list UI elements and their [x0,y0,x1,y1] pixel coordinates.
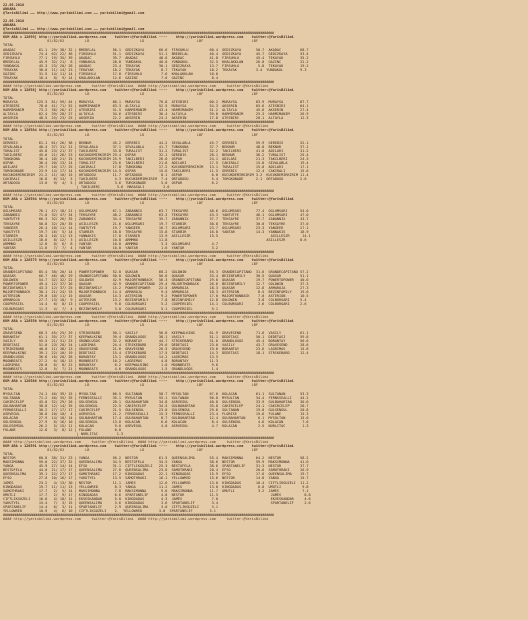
table-row: YAKUTYTE 19.7 16/ 5/ 14 | STARBIR 18.8 TEKSAYRE 15.8 STARBIR 16.8 YANTAR 14.3 YANNAKIS 18.9 [3,229,309,234]
table-row: GULSENGUL 27.9 6/ 16/ 10 | GULSENGUL 13.0 KOLACAN 6.6 KOLACAN 8.4 GULSENGUL 4.6 KOLACAN 7.6 [3,419,309,424]
table-row: MOONBEATS 12.0 5/ 7/ 21 | MOONBEATS 4.6 GRANDLUGOS 1.5 GRANDLUGOS 1.4 [3,367,218,372]
table-row: OGLUMSARI 76.1 47/ 18/ 21 | OGLUMSARI 67.1 ZABANNIX 63.7 TEKSAYRE 48.6 OGLUMSARI 77.4 OGLUMSARI 54.0 [3,209,309,214]
table-row: KEEPWALKING 39.1 22/ 10/ 19 | DEDETASI 15.4 STRIKEBARD 17.5 DEDETASI 14.3 DEDETASI 18.1 STRIKEBARD 12.4 [3,351,309,356]
table-row: GULESEMGUL 26.2 5/ 15/ 11 | KOLACAN 9.0 ASRVEGUL 4.0 ASRVEGUL 4.7 KOLACAN 2.5 NURLITAC 1.3 [3,423,309,428]
table-row: YELLOWRED 10.9 4/ 6/ 10 | CIFTLIKGUZELI 2. YELLOWRED 3.0 SPARTANELIF 3.1 [3,508,216,513]
table-row: TUNGKONA 36.4 18/ 21/ 15 | KUCUKDEMIRKIRIM 25.9 TAKILBERI 26.0 OSPAR 24.1 ADILARI 21.3 TAKILBERI 24.3 [3,156,309,161]
table-row: TURGKONADE 23.9 14/ 17/ 14 | KUCUKDEMIRKIRIM 14.5 OSPAR 15.6 TAKILBERI 11.5 GEREBIS 12.4 CAKIRALI 15.6 [3,168,309,173]
race-report-document [3,3,525,521]
table-row: QUEENSALIMA 39.1 22/ 27/ 17 | SAMOTHRAKI 17.2 KINGDADAS 22.1 KINGDADAS 15.9 EFSO 17.6 QUEENSALIMA 19.7 [3,472,309,477]
table-row: QUASAR 66.7 46/ 40/ 29 | GRANDECAPITANO 50.0 GOLDWIN 56.6 QUASAR 33.4 BEZINFAMILY 30.5 QUASAR 51.1 [3,274,309,279]
table-row: CAKIRALI 16.8 6/ 13/ 5 | TAKILBERI 4.3 KUCUKDEMIRKIRIM 7.4 ORTADOGU 5.4 TURGKONADE 2.1 ORTADOGU 2.6 [3,177,307,182]
url-line: #### http://yarisbilimi.wordpress.com twitter:@YarisBilimi #### http://yarisbilimi.wordpress.com twitter:@YarisBilimi [3,314,269,319]
table-row: TEKSAYRE 50.8 32/ 20/ 35 | ASILLESZR 21.6 OGLUMSARI 19.7 STARBIR 30.8 TEKSAYRE 30.0 TEKSAYRE 37.0 [3,221,309,226]
table-row: ATESBIRI 78.0 41/ 71/ 52 | HARMIMANIM 63.3 ALTAYLA 52.5 MURAYSA 54.3 AKSERIN 65.6 ATESBIRI 64.1 [3,104,309,109]
table-row: ASILLESZR 18.6 8/ 12/ 3 | ASILLESZR 10.8 ARMMNO 11.8 ASILLESZR 8.6 [3,237,307,242]
table-row: DEDETASI 51.0 23/ 28/ 24 | LAGRIMAS 24.4 STRIKEBARD 29.6 DEDETASI 23.0 VASILY 43.7 GRAVESEND 28.6 [3,342,309,347]
table-row: FULANE 12.8 3/ 8/ 12 | FULANE 6.0 [3,427,122,432]
table-row: STRIKEBARD 40.0 11/ 38/ 13 | GRAVESEND 21.0 GRAVESEND 26.5 GRAVESEND 19.6 BORANTAY 23.6 LAGRIMAS 15.8 [3,346,309,351]
table-row: GAZINC 31.5 14/ 11/ 14 | FIRSUHLU 17.0 FIRSUHLU 7.6 KHALAKKLAN 10.6 [3,71,218,76]
table-row: FIRSUHLU 77.1 19/ 35/ 39 | AKADAC 39.7 AKADAC 48.6 AKADAC 41.8 FIRSUHLU 45.4 TEKAYAK 35.2 [3,55,309,60]
table-row: CIFTLIKGUZELI 16.0 4/ 10/ 12 | EKVESKANDAR 5.8 KINGDADAS 4.3 JAMES 7.0 EKVESKANDAR 4.6 [3,496,311,501]
table-row: TEKAYAK 30.0 11/ 14/ 23 | TEKAYAK 18.2 TEKAYAK 8.7 TEKAYAK 10.2 TEKAYAK 3.4 YUNDAKUL 9.3 [3,67,307,72]
race-title: KUM ARA = 126584 http://yarisbilimi.wordpress.com twitter:@YarisBilimi ---- http://yarisbilimi.wordpress.com twitter:@YarisBilimi [3,128,294,133]
table-row: JAMES 23.2 4/ 13/ 30 | NESTOR 11.1 JAMES 12.6 YELLOWRED 13.0 KINGDADAS 10.4 CIFTLIKGUZELI 11.2 [3,480,309,485]
table-row: COLBURGARI 11.3 4/ 7/ 4 | BEZINFAMILY 3.0 COLBURGARI 5.1 COOPERSIEL 5.1 [3,306,218,311]
table-row: GRAVESEND 68.3 45/ 25/ 29 | STRIKEBARD 50.1 VASILY 56.8 KEEPWALKING 61.9 GRAVESEND 71.6 VASILY 61.1 [3,330,309,335]
separator-line: ############################################################################################################################################## [3,436,274,441]
table-row: STARBIR 26.3 10/ 11/ 13 | YANNAKIS 17.8 STARBIR 13.9 ASILLESZR 15.5 ASILLESZR 14.1 [3,233,311,238]
table-row: CAKIRCELEP 45.0 32/ 29/ 26 | GULSENGUL 28.1 GULBAHARTAN 34.8 ASRVEGUL 40.8 GULSENGUL 33.9 GULBAHARTAN 30.6 [3,399,309,404]
table-row: VASILY 55.5 21/ 31/ 23 | GRANDLUGOS 32.2 BORANTAY 44.7 STRIKEBARD 31.6 GRANDLUGOS 45.4 BORANTAY 56.6 [3,338,309,343]
table-row: POWERTOPOWER 49.4 12/ 37/ 26 | QUASAR 42.9 GRANDECAPITANO 29.4 MAJORTHONBACK 26.6 BEZINFAMILY 12.7 GOLDWIN 37.3 [3,282,309,287]
table-row: NESTOR 60.8 38/ 31/ 23 | YANGA 56.2 NESTOR 61.5 QUEENSALIMA 55.4 MAKSIMONNA 64.2 NESTOR 58.2 [3,456,309,461]
table-row: YAKUTYEL 15.4 7/ 3/ 15 | QUEENSALIMA 3.6 KINGDADAS 3.6 SPARTANELIF 3.4 SPARTANELIF 2.6 [3,500,311,505]
table-row: | NURLITAC 1.3 [3,431,124,436]
header-line: 22.05.2018 [3,3,25,7]
separator-line: ############################################################################################################################################## [3,79,274,84]
table-row: ARMAROJA 27.7 13/ 18/ 9 | ASTERION 13.2 BEZINFAMILY 7.8 BEZINFAMILY 12.8 GOLDWIN 3.8 COLBURGARI 5.4 [3,298,307,303]
total-label: TOTAL [3,136,67,141]
table-row: ARMMNO 12.8 8/ 6/ 8 | YANTAR 10.0 ARMMNO 3.3 OGLUMSARI 4.7 [3,241,218,246]
race-title: KUM ARA = 12658] http://yarisbilimi.wordpress.com twitter:@YarisBilimi ---- http://yarisbilimi.wordpress.com twitter:@YarisBilimi [3,87,294,92]
table-row: YANTUTYE 66.3 32/ 26/ 35 | ZABANNIX 34.4 TEKSAYRE 35.7 ZABANNIX 37.7 TEKSAYRE 37.7 ZABANNIX 43.7 [3,217,309,222]
header-line: @TarisBilimi —— http://www.yarisbilimi.com —— yarisbilimi@gmail.com [3,27,145,32]
column-header: 81/82/83 LB LD LBF LBF [3,201,258,206]
url-line: #### http://yarisbilimi.wordpress.com twitter:@YarisBilimi #### http://yarisbilimi.wordpress.com twitter:@YarisBilimi [3,375,269,380]
table-row: FERNSSEALLI 30.2 17/ 17/ 17 | CAKIRCELEP 21.5 GULSENGUL 23.0 GULSENGUL 29.8 SULTANAN 19.8 GULSENGUL 20.8 [3,407,309,412]
table-row: UMUTLI 17.7 2/ 9/ 17 | KINGDADAS 6.6 SPARTANELIF 4.8 NESTOR 11.5 JAMES 8.8 [3,492,311,497]
total-label: TOTAL [3,266,67,271]
url-line: #### http://yarisbilimi.wordpress.com twitter:@YarisBilimi #### http://yarisbilimi.wordpress.com twitter:@YarisBilimi [3,253,269,258]
url-line: #### http://yarisbilimi.wordpress.com twitter:@YarisBilimi #### http://yarisbilimi.wordpress.com twitter:@YarisBilimi [3,83,269,88]
separator-line: ############################################################################################################################################## [3,310,274,315]
table-row: BREDELAL 45.9 32/ 21/ 8 | YUNDAKUL 28.8 YUNDAKUL 40.0 YUNDAKUL 32.5 KHALAKKLAN 26.0 GAZINC 22.2 [3,59,309,64]
column-header: 81/82/83 LB LD LBF LBF [3,132,258,137]
table-row: GOLDWIN 54.7 32/ 32/ 22 | GOLDWIN 42.9 MAJORTHONBACK 56.3 GRANDECAPITANO 29.6 QUASAR 19.7 POWERTOPOWER 40.6 [3,278,309,283]
table-row: COOPERSIEL 14.4 6/ 8/ 13 | COOPERSIEL 9.8 COLBURGARI 5.2 COOPERSIEL 14.1 COLBURGARI 2.6 COLBURGARI 2.6 [3,302,307,307]
table-row: YANGA 45.9 27/ 14/ 14 | EFSO 31.1 CIFTLIKGUZELI 25.3 BESTOFELA 38.6 SPARTANELIF 31.3 NESTOR 37.7 [3,464,309,469]
table-row: GRANDLUGOS 36.6 16/ 20/ 28 | BORANTAY 13.1 GRANDLUGOS 14.2 LAGRIMAS 13.5 [3,355,218,360]
separator-line: ############################################################################################################################################## [3,512,274,517]
race-title: KUM ARA = 126594 http://yarisbilimi.wordpress.com twitter:@YarisBilimi ---- http://yarisbilimi.wordpress.com twitter:@YarisBilimi [3,197,294,202]
table-row: KOLACAN 27.9 14/ 18/ 14 | GULBAHARTAN 17.4 GULBAHARTAN 8.7 GULBAHARTAN 12.4 GULBAHARTAN 6.1 MYSULTAN 15.0 [3,415,309,420]
race-title: KUM ARA = 126575 http://yarisbilimi.wordpress.com twitter:@YarisBilimi ---- http://yarisbilimi.wordpress.com twitter:@YarisBilimi [3,257,294,262]
table-row: GEDIZKAYA 74.4 62/ 22/ 36 | FIRSUHLU 51.1 GEDIZKAYA 51.1 BREDELAL 46.4 GEDIZKAYA 45.7 GEDIZKAYA 53.4 [3,51,309,56]
column-header: 81/82/83 LB LD LBF LBF [3,448,258,453]
table-row: AKADAC 61.1 29/ 38/ 32 | BREDELAL 56.1 GEDIZKAYA 66.6 FIRSUHLU 60.4 GEDIZKAYA 50.7 AKADAC 68.7 [3,47,309,52]
separator-line: ############################################################################################################################################## [3,31,274,36]
race-title: KUM ARA = 12659] http://yarisbilimi.wordpress.com twitter:@YarisBilimi ---- http://yarisbilimi.wordpress.com twitter:@YarisBilimi [3,35,294,40]
total-label: TOTAL [3,96,67,101]
table-row: GRANDECAPITANO 85.4 38/ 20/ 14 | POWERTOPOWER 52.0 QUASAR 68.2 GOLDWIN 55.3 GRANDECAPITANO 31.6 GRANDECAPITANO 57.2 [3,270,309,275]
header-line: 22.05.2018 [3,19,25,24]
table-row: AKSERIN 48.5 25/ 23/ 25 | AKSERIN 22.2 AKSERIN 24.2 AKSERIN 17.8 ATESBIRI 20.1 ALTAYLA 12.3 [3,116,309,121]
table-row: ASTERION 29.0 10/ 11/ 15 | QUASAR 14.3 ASTERION 9.2 POWERTOPOWER 17.0 MAJORTHONBACK 7.0 ASTERION 10.5 [3,294,309,299]
table-row: YANTAR 11.6 7/ 7/ 4 | YANTAR 10.0 YANTAR 1.6 YANTAR 3.2 [3,245,218,250]
table-row: SPARTANELIF 14.4 6/ 3/ 11 | SPARTANELIF 2.9 QUEENSALIMA 3.0 CIFTLIKGUZELI 3.1 [3,504,218,509]
table-row: ASRVEGUL 30.0 10/ 10/ 4 | ASRVEGUL 21.2 FERNSSEALLI 15.3 FERNSSEALLI 23.4 FLORISE 15.6 FULANE 15.3 [3,411,309,416]
table-row: ADILARI 29.7 10/ 17/ 25 | CAKIRALI 17.8 TUNGKONA 17.2 KUCUKDEMIRKIRIM 13.1 TURALIST 15.0 ADILARI 17.1 [3,164,309,169]
table-row: OSPAR 36.4 20/ 13/ 14 | TURALIST 23.6 TAKILBERI 21.6 ADILARI 17.5 CAKIRALI 15.0 SEVALABLA 19.4 [3,160,309,165]
table-row: HARMIMANIM 73.2 36/ 26/ 47 | ATESBIRI 51.5 HARMIMANIM 43.4 HARMIMANIM 51.2 ALTAYLA 45.6 AKSERIN 27.4 [3,108,309,113]
table-row: | TAKILBERI 3.6 MARASALI 2.6 [3,185,170,190]
table-row: YUNDAKUL 45.3 23/ 20/ 28 | AKADAC 23.4 TEKAYAK 30.1 GEDIZKAYA 13.7 FIRSUHLU 5.8 TEKAYAK 19.2 [3,63,309,68]
total-label: TOTAL [3,43,67,48]
total-label: TOTAL [3,326,67,331]
header-line: ANKARA [3,23,16,28]
table-row: MAKSIMONNA 59.0 22/ 37/ 32 | QUEENSALIMA 34.5 BESTOFELA 34.5 YANGA 38.6 NESTOR 59.9 MAKSIMONNA 41.6 [3,460,309,465]
separator-line: ############################################################################################################################################## [3,371,274,376]
table-row: EFSO 27.0 10/ 16/ 17 | YAKUTYEL 13.5 SAMOTHRAKI 16.1 YELLOWRED 15.6 NESTOR 14.8 YANGA 15.7 [3,476,309,481]
table-row: MURAYSA 125.3 81/ 59/ 44 | MURAYSA 66.1 MURAYSA 76.8 ATESBIRI 60.2 MURAYSA 83.9 MURAYSA 87.7 [3,100,309,105]
column-header: 81/82/83 LB LD LBF LBF [3,383,258,388]
total-label: TOTAL [3,452,67,457]
table-row: KINGDADAS 19.7 11/ 11/ 13 | YELLOWRED 8.3 YANGA 11.2 JAMES 13.0 KINGDADAS 6.0 UMUTLI 9.8 [3,484,309,489]
table-row: TAKILBERI 45.6 21/ 26/ 23 | KUCUKDEMIRKIRIM 29.4 OSPAR 32.1 GEREBIS 28.1 BEKNUR 36.2 TURALIST 25.4 [3,152,309,157]
table-row: BESTOFELA 44.0 21/ 17/ 17 | QUEENSALIMA 27.8 QUEENSALIMA 23.6 SAMOTHRAKI 20.4 EFSO 20.6 SAMOTHRAKI 26.9 [3,468,309,473]
column-header: 81/82/83 LB LD LBF LBF [3,322,258,327]
table-row: SULTANAN 71.2 40/ 35/ 35 | FERNSSEALLI 35.1 MYSULTAN 55.1 SULTANAN 56.8 MYSULTAN 34.4 FERNSSEALLI 44.2 [3,395,309,400]
table-row: BORANTAY 61.1 35/ 27/ 37 | KEEPWALKING 39.4 GRANDLUGOS 38.1 VASILY 51.1 DEDETASI 50.1 DEDETASI 59.8 [3,334,309,339]
separator-line: ############################################################################################################################################## [3,249,274,254]
total-label: TOTAL [3,387,67,392]
url-line: #### http://yarisbilimi.wordpress.com twitter:@YarisBilimi #### http://yarisbilimi.wordpress.com twitter:@YarisBilimi [3,516,269,521]
table-row: LAGRIMAS 20.0 6/ 8/ 22 | BORANTAY 6.2 KEEPWALKING 1.0 MOONBEATS 9.6 [3,363,218,368]
url-line: #### http://yarisbilimi.wordpress.com twitter:@YarisBilimi #### http://yarisbilimi.wordpress.com twitter:@YarisBilimi [3,124,269,129]
header-line: ANKARA [3,7,16,12]
table-row: ORTADOGU 13.0 9/ 4/ 5 | ORTADOGU 3.6 TURGKONADE 5.0 OSPAR 6.2 [3,181,218,186]
url-line: #### http://yarisbilimi.wordpress.com twitter:@YarisBilimi #### http://yarisbilimi.wordpress.com twitter:@YarisBilimi [3,440,269,445]
race-title: KUM ARA = 126586 http://yarisbilimi.wordpress.com twitter:@YarisBilimi ---- http://yarisbilimi.wordpress.com twitter:@YarisBilimi [3,379,294,384]
table-row: ALTAYLA 62.4 39/ 28/ 27 | ALTAYLA 34.6 ATESBIRI 36.4 ALTAYLA 39.6 HARMIMANIM 25.3 HARMIMANIM 26.9 [3,112,309,117]
table-row: ZABANNIX 71.0 32/ 47/ 34 | TEKSAYRE 48.2 ZABANNIX 63.3 TEKSAYRE 43.3 YANTUTYE 46.1 OGLUMSARI 47.0 [3,213,309,218]
table-row: SAMOTHRAKI 17.7 2/ 5/ 14 | MAKSIMONNA 7.8 MAKSIMONNA 9.6 MAKSIMONNA 11.7 UMUTLI 3.2 JAMES 7.1 [3,488,309,493]
table-row: KUCUKDEMIRKIRIM 21.2 11/ 10/ 15 | ORTADOGU 11.7 ORTADOGU 8.1 OSPAR 6.0 KUCUKDEMIRKIRIM 3.2 KUCUKDEMIRKIRIM 11.4 [3,172,309,177]
column-header: 81/82/83 LB LD LBF LBF [3,262,258,266]
table-row: GULBAHARTAN 38.8 12/ 14/ 35 | GULSENGUL 22.5 CAKIRCELEP 34.5 GULBAHARTAN 35.8 CAKIRCELEP 24.1 CAKIRCELEP 28.7 [3,403,309,408]
table-row: GEREBIS 61.1 61/ 26/ 38 | BEKNUR 45.2 GEREBIS 44.2 SEVALABLA 45.7 GEREBIS 59.9 GEREBIS 52.1 [3,140,309,145]
table-row: TURALIST 45.8 23/ 21/ 37 | TAKILBERI 33.8 TURALIST 31.2 TURALIST 32.2 TAKILBERI 41.0 ADILARI 31.2 [3,148,309,153]
url-line: #### http://yarisbilimi.wordpress.com twitter:@YarisBilimi #### http://yarisbilimi.wordpress.com twitter:@YarisBilimi [3,193,269,198]
table-row: MAJORTHONBACK 30.1 21/ 24/ 15 | MAJORTHONBACK 14.4 ARMAROJA 9.4 ARMAROJA 18.3 ASTERION 8.5 BEZINFAMILY 19.6 [3,290,309,295]
separator-line: ############################################################################################################################################## [3,120,274,125]
header-line: @TarisBilimi —— http://www.yarisbilimi.com —— yarisbilimi@gmail.com [3,11,145,16]
table-row: MYSULTAN 74.1 46/ 39/ 15 | MYSULTAN 66.5 SULTANAN 58.7 MYSULTAN 67.6 KOLACAN 61.1 SULTANAN 53.3 [3,391,309,396]
separator-line: ############################################################################################################################################## [3,189,274,194]
total-label: TOTAL [3,205,67,210]
race-title: KUM ARA = 126556 http://yarisbilimi.wordpress.com twitter:@YarisBilimi ---- http://yarisbilimi.wordpress.com twitter:@YarisBilimi [3,318,294,323]
table-row: SEVALABLA 48.4 37/ 31/ 21 | SEVALABLA 37.1 SEVALABLA 41.7 TUNGKONA 37.7 BEKNUR 48.8 BEKNUR 37.1 [3,144,309,149]
column-header: 81/82/83 LB LD LBF LBF [3,39,258,44]
table-row: YANGEER 26.4 18/ 11/ 14 | YANTUTYE 19.7 YANGEER 16.7 OGLUMSARI 23.7 OGLUMSARI 23.3 YANGEER 27.1 [3,225,309,230]
table-row: MOONBEATS 27.2 6/ 18/ 13 | MOONBEATS 10.2 LAGRIMAS 4.8 BORANTAY 11.3 [3,359,218,364]
table-row: TEKAYAK 16.4 8/ 9/ 14 | KHALAKKLAN 12.6 GAZINC 7.6 GAZINC 8.4 [3,75,218,80]
race-title: KUM ARA = 126591 http://yarisbilimi.wordpress.com twitter:@YarisBilimi ---- http://yarisbilimi.wordpress.com twitter:@YarisBilimi [3,444,294,449]
column-header: 81/82/83 LB LD LBF LBF [3,92,258,97]
table-row: BEZINFAMILY 43.3 12/ 37/ 25 | BEZINFAMILY 15.2 POWERTOPOWER 22.5 ARMAROJA 18.3 QUASAR 12.8 ARMAROJA 27.3 [3,286,309,291]
